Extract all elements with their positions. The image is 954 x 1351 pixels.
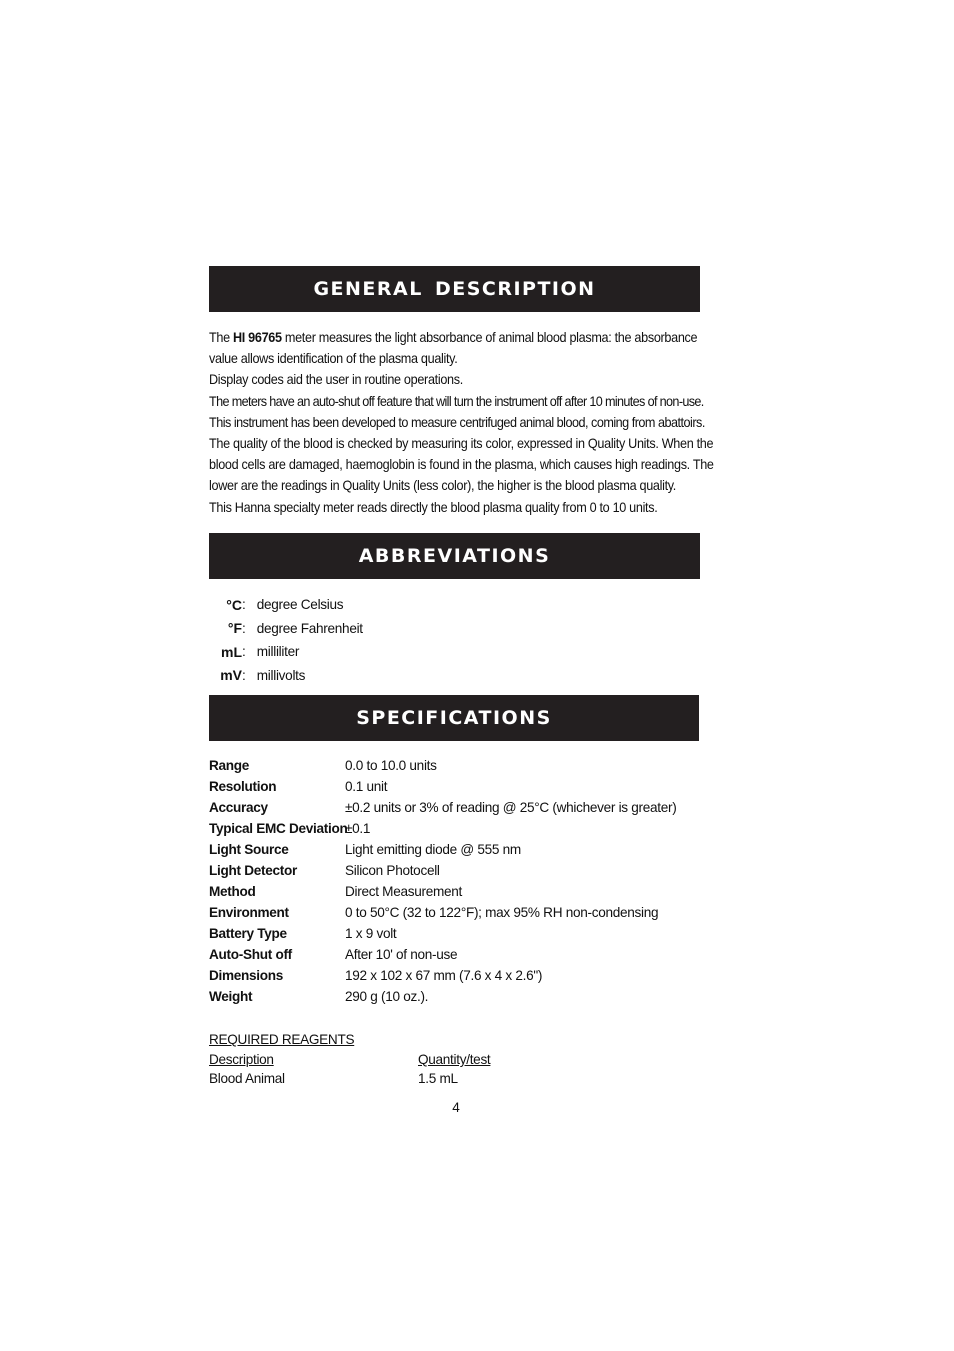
abbreviations-title: ABBREVIATIONS <box>358 545 551 567</box>
specifications-title: SPECIFICATIONS <box>356 707 552 729</box>
spec-row <box>209 965 676 986</box>
general-line-3: Display codes aid the user in routine operations. <box>209 372 463 388</box>
spec-row <box>209 797 676 818</box>
spec-label: Accuracy <box>209 800 268 815</box>
general-description-title: GENERAL DESCRIPTION <box>313 278 596 300</box>
spec-value: Light emitting diode @ 555 nm <box>345 842 521 857</box>
spec-label: Battery Type <box>209 926 287 941</box>
abbreviation-item: °C : degree Celsius <box>200 593 363 617</box>
specifications-table <box>209 755 676 1007</box>
general-line-6: The quality of the blood is checked by measuring its color, expressed in Quality Units. When the <box>209 436 714 452</box>
spec-label: Auto-Shut off <box>209 947 292 962</box>
reagents-header-row <box>209 1050 490 1069</box>
spec-value: 290 g (10 oz.). <box>345 989 429 1004</box>
spec-label: Method <box>209 884 256 899</box>
spec-row <box>209 776 676 797</box>
general-line-2: value allows identification of the plasma quality. <box>209 351 458 367</box>
spec-value: 0.1 unit <box>345 779 388 794</box>
general-line-7: blood cells are damaged, haemoglobin is found in the plasma, which causes high readings. The <box>209 457 714 473</box>
abbreviation-item: mV : millivolts <box>200 664 363 688</box>
spec-value: 0.0 to 10.0 units <box>345 758 437 773</box>
spec-label: Typical EMC Deviation <box>209 821 348 836</box>
spec-row <box>209 755 676 776</box>
spec-row <box>209 839 676 860</box>
specifications-header <box>209 695 699 741</box>
spec-value: After 10' of non-use <box>345 947 458 962</box>
abbreviation-value: millivolts <box>256 667 306 683</box>
required-reagents <box>209 1030 490 1088</box>
abbreviation-key: mV <box>220 667 242 684</box>
spec-value: ±0.1 <box>345 821 371 836</box>
abbreviation-value: degree Celsius <box>256 597 344 613</box>
reagent-description: Blood Animal <box>209 1071 285 1086</box>
spec-label: Light Source <box>209 842 289 857</box>
general-line-4: The meters have an auto-shut off feature that will turn the instrument off after 10 minutes of non-use. <box>209 393 704 409</box>
spec-value: 1 x 9 volt <box>345 926 397 941</box>
general-line-9: This Hanna specialty meter reads directly the blood plasma quality from 0 to 10 units. <box>209 499 658 515</box>
product-name: HI 96765 <box>233 330 282 345</box>
spec-value: Direct Measurement <box>345 884 462 899</box>
abbreviation-value: degree Fahrenheit <box>256 620 363 636</box>
spec-value: ±0.2 units or 3% of reading @ 25°C (whichever is greater) <box>345 800 677 815</box>
abbreviation-key: °C <box>226 596 242 613</box>
spec-value: 0 to 50°C (32 to 122°F); max 95% RH non-condensing <box>345 905 659 920</box>
abbreviations-header <box>209 533 700 579</box>
reagents-header-quantity: Quantity/test <box>418 1052 491 1067</box>
spec-value: 192 x 102 x 67 mm (7.6 x 4 x 2.6") <box>345 968 543 983</box>
spec-label: Range <box>209 758 250 773</box>
spec-value: Silicon Photocell <box>345 863 440 878</box>
spec-row <box>209 881 676 902</box>
abbreviation-key: °F <box>227 620 242 637</box>
general-line-8: lower are the readings in Quality Units (less color), the higher is the blood plasma quality. <box>209 478 677 494</box>
general-line-1: The HI 96765 meter measures the light absorbance of animal blood plasma: the absorbance <box>209 330 698 345</box>
reagents-header-description: Description <box>209 1052 274 1067</box>
spec-label: Resolution <box>209 779 277 794</box>
general-line-5: This instrument has been developed to measure centrifuged animal blood, coming from abattoirs. <box>209 414 705 430</box>
spec-row <box>209 902 676 923</box>
abbreviations-list <box>200 593 363 687</box>
general-description-text <box>209 327 714 518</box>
spec-label: Environment <box>209 905 289 920</box>
reagent-row <box>209 1069 490 1088</box>
abbreviation-value: milliliter <box>256 644 300 660</box>
spec-label: Light Detector <box>209 863 297 878</box>
spec-row <box>209 986 676 1007</box>
abbreviation-item: °F : degree Fahrenheit <box>200 617 363 641</box>
page-number: 4 <box>452 1100 460 1115</box>
spec-label: Weight <box>209 989 253 1004</box>
spec-label: Dimensions <box>209 968 284 983</box>
spec-row <box>209 923 676 944</box>
spec-row <box>209 860 676 881</box>
reagents-title: REQUIRED REAGENTS <box>209 1032 355 1047</box>
abbreviation-key: mL <box>221 643 242 660</box>
general-description-header <box>209 266 700 312</box>
spec-row <box>209 818 676 839</box>
reagent-quantity: 1.5 mL <box>418 1071 458 1086</box>
spec-row <box>209 944 676 965</box>
abbreviation-item: mL : milliliter <box>200 640 363 664</box>
